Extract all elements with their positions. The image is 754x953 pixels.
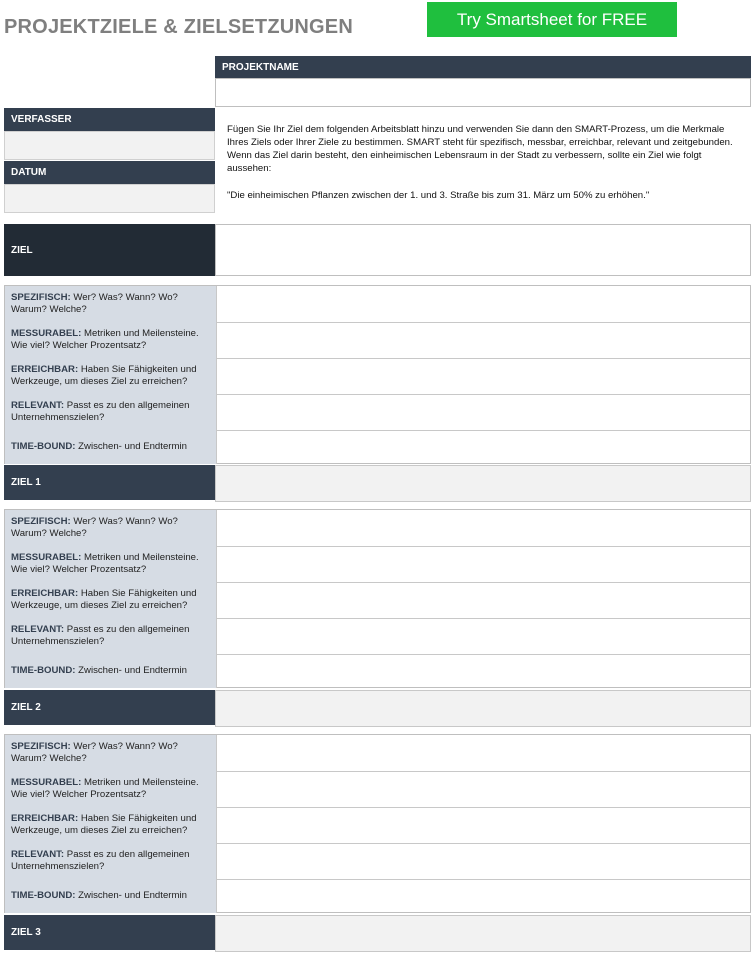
erreichbar-input[interactable] [216,807,750,843]
timebound-label: TIME-BOUND: Zwischen- und Endtermin [5,430,216,464]
spezifisch-input[interactable] [216,510,750,546]
relevant-label: RELEVANT: Passt es zu den allgemeinen Unternehmenszielen? [5,394,216,430]
erreichbar-input[interactable] [216,358,750,394]
relevant-input[interactable] [216,394,750,430]
spezifisch-input[interactable] [216,735,750,771]
smart-row-relevant [5,394,750,431]
ziel-2-header: ZIEL 2 [4,690,222,725]
verfasser-input[interactable] [4,131,215,160]
relevant-input[interactable] [216,843,750,879]
messurabel-label: MESSURABEL: Metriken und Meilensteine. Wie viel? Welcher Prozentsatz? [5,546,216,582]
smart-row-timebound [5,430,750,464]
erreichbar-label: ERREICHBAR: Haben Sie Fähigkeiten und Werkzeuge, um dieses Ziel zu erreichen? [5,807,216,843]
datum-input[interactable] [4,184,215,213]
ziel-header: ZIEL [4,224,215,276]
timebound-label: TIME-BOUND: Zwischen- und Endtermin [5,879,216,913]
smart-row-spezifisch [5,510,750,547]
ziel-3-band [4,915,751,950]
smart-row-messurabel [5,771,750,808]
spezifisch-label: SPEZIFISCH: Wer? Was? Wann? Wo? Warum? Welche? [5,286,216,322]
smart-row-erreichbar [5,582,750,619]
ziel-1-band [4,465,751,500]
ziel-3-input[interactable] [215,915,751,952]
ziel-3-header: ZIEL 3 [4,915,222,950]
ziel-1-input[interactable] [215,465,751,502]
smart-row-relevant [5,843,750,880]
smart-row-spezifisch [5,735,750,772]
timebound-input[interactable] [216,654,750,688]
ziel-2-input[interactable] [215,690,751,727]
spezifisch-label: SPEZIFISCH: Wer? Was? Wann? Wo? Warum? Welche? [5,510,216,546]
try-smartsheet-button[interactable]: Try Smartsheet for FREE [427,2,677,37]
smart-section-2 [4,509,751,688]
messurabel-input[interactable] [216,771,750,807]
timebound-input[interactable] [216,879,750,913]
verfasser-header: VERFASSER [4,108,215,131]
messurabel-label: MESSURABEL: Metriken und Meilensteine. Wie viel? Welcher Prozentsatz? [5,771,216,807]
ziel-input[interactable] [215,224,751,276]
smart-section-1 [4,285,751,464]
smart-section-3 [4,734,751,913]
ziel-1-header: ZIEL 1 [4,465,222,500]
page-title: PROJEKTZIELE & ZIELSETZUNGEN [4,16,353,38]
smart-row-messurabel [5,546,750,583]
ziel-2-band [4,690,751,725]
messurabel-label: MESSURABEL: Metriken und Meilensteine. Wie viel? Welcher Prozentsatz? [5,322,216,358]
relevant-label: RELEVANT: Passt es zu den allgemeinen Unternehmenszielen? [5,843,216,879]
relevant-input[interactable] [216,618,750,654]
smart-row-timebound [5,654,750,688]
spezifisch-input[interactable] [216,286,750,322]
smart-row-erreichbar [5,358,750,395]
messurabel-input[interactable] [216,322,750,358]
projektname-input[interactable] [215,78,751,107]
erreichbar-label: ERREICHBAR: Haben Sie Fähigkeiten und Werkzeuge, um dieses Ziel zu erreichen? [5,358,216,394]
timebound-label: TIME-BOUND: Zwischen- und Endtermin [5,654,216,688]
projektname-header: PROJEKTNAME [215,56,751,78]
messurabel-input[interactable] [216,546,750,582]
smart-row-timebound [5,879,750,913]
smart-row-erreichbar [5,807,750,844]
instructions [227,123,747,202]
relevant-label: RELEVANT: Passt es zu den allgemeinen Unternehmenszielen? [5,618,216,654]
smart-row-relevant [5,618,750,655]
datum-header: DATUM [4,161,215,184]
instructions-text: Fügen Sie Ihr Ziel dem folgenden Arbeitsblatt hinzu und verwenden Sie dann den SMART-Prozess, um die Merkmale Ihres Ziels oder Ihrer Ziele zu bestimmen. SMART steht für spezifisch, messbar, erreichbar, relevant und zeitgebunden. Wenn das Ziel darin besteht, den einheimischen Lebensraum in der Stadt zu verbessern, sollte ein Ziel wie folgt aussehen: [227,124,733,174]
smart-row-spezifisch [5,286,750,323]
instructions-example: "Die einheimischen Pflanzen zwischen der 1. und 3. Straße bis zum 31. März um 50% zu erhöhen." [227,190,650,201]
spezifisch-label: SPEZIFISCH: Wer? Was? Wann? Wo? Warum? Welche? [5,735,216,771]
erreichbar-input[interactable] [216,582,750,618]
timebound-input[interactable] [216,430,750,464]
erreichbar-label: ERREICHBAR: Haben Sie Fähigkeiten und Werkzeuge, um dieses Ziel zu erreichen? [5,582,216,618]
smart-row-messurabel [5,322,750,359]
